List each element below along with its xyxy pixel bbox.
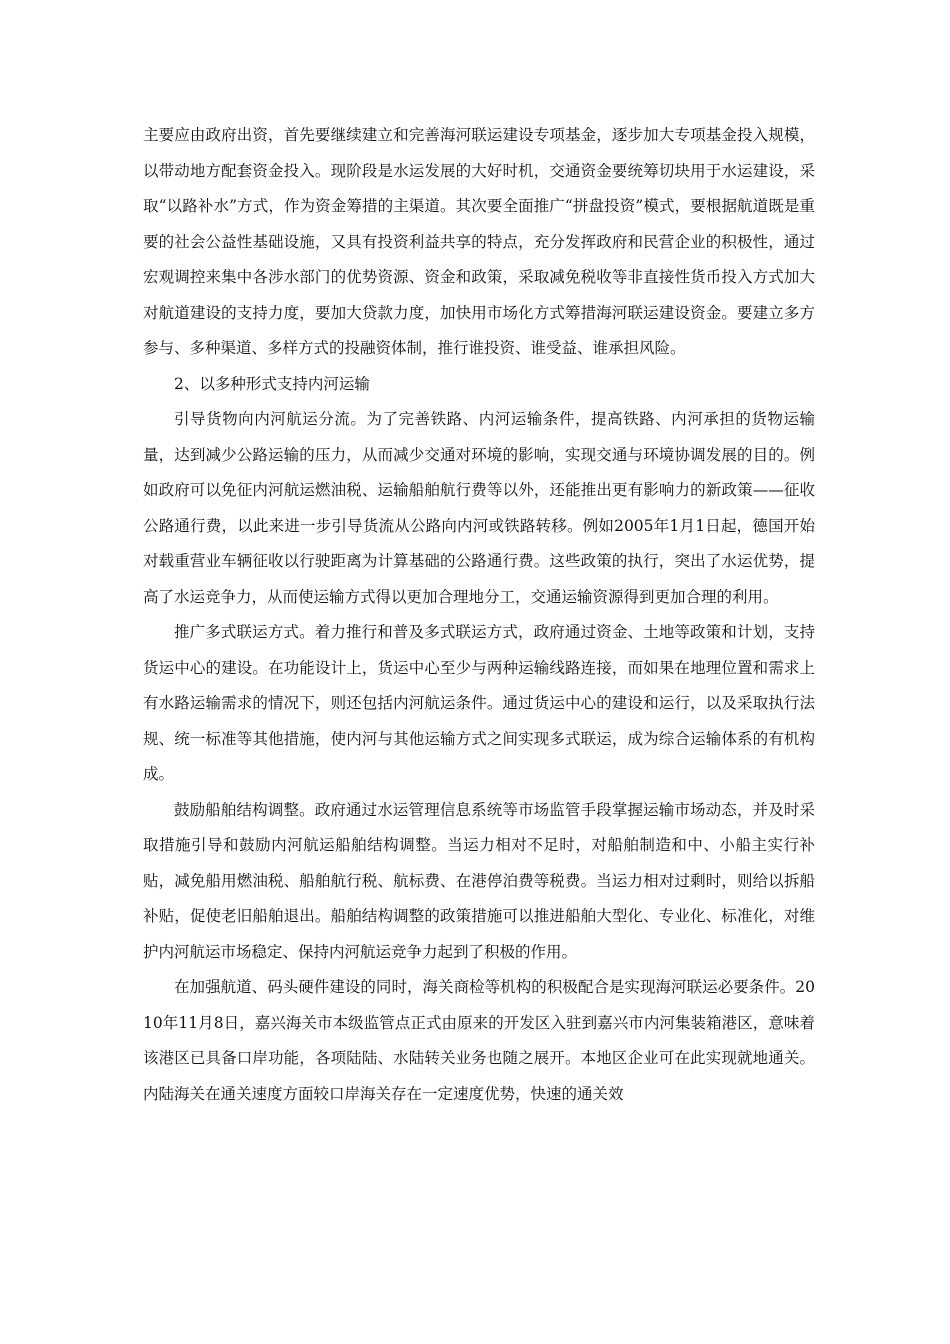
paragraph-funding-continued: 主要应由政府出资，首先要继续建立和完善海河联运建设专项基金，逐步加大专项基金投入规模，以带动地方配套资金投入。现阶段是水运发展的大好时机，交通资金要统筹切块用于水运建设，采取“以路补水”方式，作为资金筹措的主渠道。其次要全面推广“拼盘投资”模式，要根据航道既是重要的社会公益性基础设施，又具有投资利益共享的特点，充分发挥政府和民营企业的积极性，通过宏观调控来集中各涉水部门的优势资源、资金和政策，采取减免税收等非直接性货币投入方式加大对航道建设的支持力度，要加大贷款力度，加快用市场化方式筹措海河联运建设资金。要建立多方参与、多种渠道、多样方式的投融资体制，推行谁投资、谁受益、谁承担风险。 bbox=[143, 126, 815, 357]
paragraph-ship-structure: 鼓励船舶结构调整。政府通过水运管理信息系统等市场监管手段掌握运输市场动态，并及时采取措施引导和鼓励内河航运船舶结构调整。当运力相对不足时，对船舶制造和中、小船主实行补贴，减免船用燃油税、船舶航行税、航标费、在港停泊费等税费。当运力相对过剩时，则给以拆船补贴，促使老旧船舶退出。船舶结构调整的政策措施可以推进船舶大型化、专业化、标准化，对维护内河航运市场稳定、保持内河航运竞争力起到了积极的作用。 bbox=[143, 800, 815, 961]
section-heading-inland-transport: 2、以多种形式支持内河运输 bbox=[174, 374, 370, 393]
document-body bbox=[143, 118, 815, 1112]
paragraph-customs-cooperation: 在加强航道、码头硬件建设的同时，海关商检等机构的积极配合是实现海河联运必要条件。2010年11月8日，嘉兴海关市本级监管点正式由原来的开发区入驻到嘉兴市内河集装箱港区，意味着该港区已具备口岸功能，各项陆陆、水陆转关业务也随之展开。本地区企业可在此实现就地通关。内陆海关在通关速度方面较口岸海关存在一定速度优势，快速的通关效 bbox=[143, 978, 815, 1103]
paragraph-multimodal-transport: 推广多式联运方式。着力推行和普及多式联运方式，政府通过资金、土地等政策和计划，支持货运中心的建设。在功能设计上，货运中心至少与两种运输线路连接，而如果在地理位置和需求上有水路运输需求的情况下，则还包括内河航运条件。通过货运中心的建设和运行，以及采取执行法规、统一标准等其他措施，使内河与其他运输方式之间实现多式联运，成为综合运输体系的有机构成。 bbox=[143, 623, 815, 783]
paragraph-cargo-diversion: 引导货物向内河航运分流。为了完善铁路、内河运输条件，提高铁路、内河承担的货物运输量，达到减少公路运输的压力，从而减少交通对环境的影响，实现交通与环境协调发展的目的。例如政府可以免征内河航运燃油税、运输船舶航行费等以外，还能推出更有影响力的新政策——征收公路通行费，以此来进一步引导货流从公路向内河或铁路转移。例如2005年1月1日起，德国开始对载重营业车辆征收以行驶距离为计算基础的公路通行费。这些政策的执行，突出了水运优势，提高了水运竞争力，从而使运输方式得以更加合理地分工，交通运输资源得到更加合理的利用。 bbox=[143, 410, 815, 606]
